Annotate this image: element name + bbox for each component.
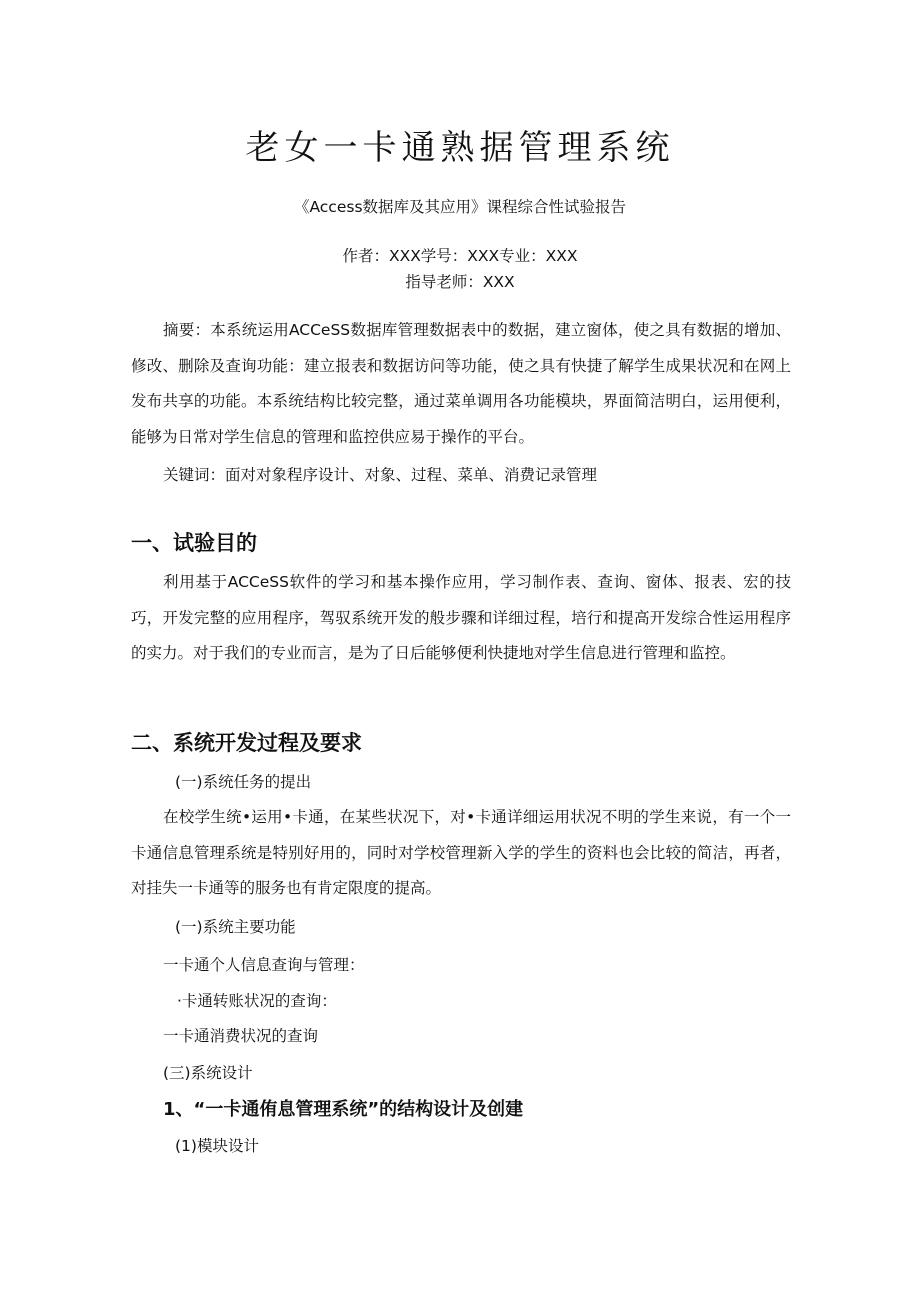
design-heading: 1、“一卡通侑息管理系统”的结构设计及创建 bbox=[163, 1099, 524, 1120]
abstract-text: 摘要：本系统运用ACCeSS数据库管理数据表中的数据，建立窗体，使之具有数据的增加、修改、删除及查询功能：建立报表和数据访问等功能，使之具有快捷了解学生成果状况和在网上发布共享的功能。本系统结构比较完整，通过菜单调用各功能模块，界面简洁明白，运用便利，能够为日常对学生信息的管理和监控供应易于操作的平台。 bbox=[131, 321, 791, 446]
function-item: ·卡通转账状况的查询： bbox=[177, 992, 337, 1010]
keywords-paragraph bbox=[131, 458, 791, 494]
task-text: 在校学生统•运用•卡通，在某些状况下，对•卡通详细运用状况不明的学生来说，有一个一卡通信息管理系统是特别好用的，同时对学校管理新入学的学生的资料也会比较的简洁，再者，对挂失一卡通等的服务也有肯定限度的提高。 bbox=[131, 808, 791, 897]
subsection-task: (一)系统任务的提出 bbox=[175, 773, 312, 791]
abstract-paragraph bbox=[131, 313, 791, 455]
goal-paragraph bbox=[131, 565, 791, 672]
function-item: 一卡通个人信息查询与管理： bbox=[163, 956, 365, 974]
goal-text: 利用基于ACCeSS软件的学习和基本操作应用，学习制作表、查询、窗体、报表、宏的技巧，开发完整的应用程序，驾驭系统开发的般步骤和详细过程，培行和提高开发综合性运用程序的实力。对于我们的专业而言，是为了日后能够便利快捷地对学生信息进行管理和监控。 bbox=[131, 573, 791, 662]
section-heading-goal: 一、试验目的 bbox=[131, 531, 257, 555]
author-line: 作者：XXX学号：XXX专业：XXX bbox=[342, 247, 578, 265]
document-subtitle: 《Access数据库及其应用》课程综合性试验报告 bbox=[293, 198, 627, 216]
advisor-line: 指导老师：XXX bbox=[405, 273, 515, 291]
section-heading-development: 二、系统开发过程及要求 bbox=[131, 731, 362, 755]
document-title: 老女一卡通熟据管理系统 bbox=[245, 128, 675, 168]
keywords-text: 关键词：面对对象程序设计、对象、过程、菜单、消费记录管理 bbox=[163, 466, 598, 484]
subsection-functions: (一)系统主要功能 bbox=[175, 918, 296, 936]
module-design-heading: (1)模块设计 bbox=[175, 1137, 259, 1155]
subsection-design: (三)系统设计 bbox=[163, 1064, 253, 1082]
function-item: 一卡通消费状况的查询 bbox=[163, 1027, 319, 1045]
task-paragraph bbox=[131, 800, 791, 907]
